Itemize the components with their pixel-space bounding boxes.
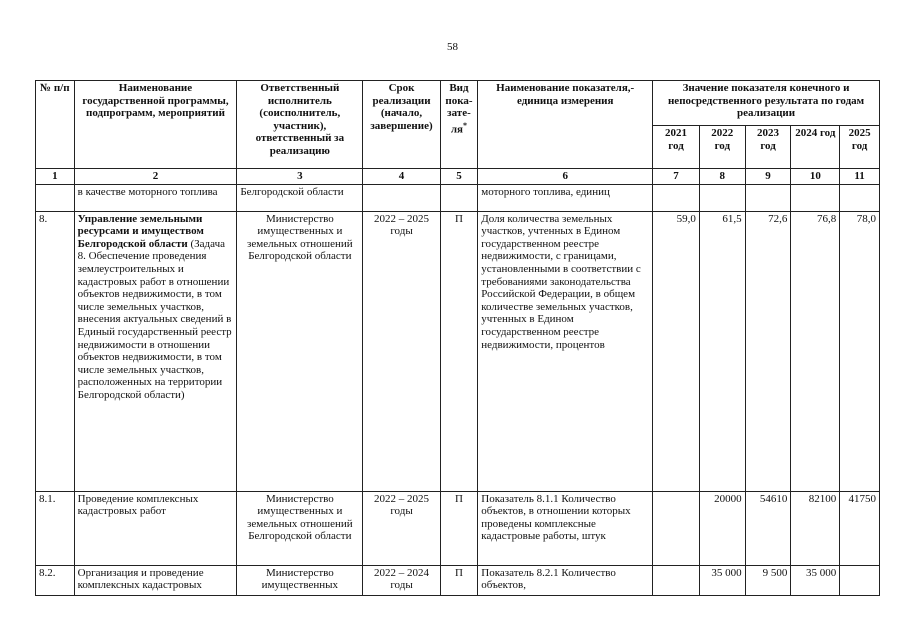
table-row	[36, 491, 880, 565]
col-number: 5	[440, 169, 478, 185]
header-year-2023: 2023 год	[745, 126, 791, 169]
row-value-2025: 78,0	[840, 211, 880, 491]
row-num: 8.1.	[36, 491, 75, 565]
row-name-bold: Управление земельными ресурсами и имуществом Белгородской области	[77, 212, 204, 250]
col-number: 11	[840, 169, 880, 185]
row-indicator: моторного топлива, единиц	[478, 184, 653, 211]
row-value-2022: 35 000	[699, 565, 745, 595]
row-value-2025	[840, 565, 880, 595]
row-name	[74, 211, 237, 491]
column-number-row	[36, 169, 880, 185]
row-value-2024	[791, 184, 840, 211]
header-year-2024: 2024 год	[791, 126, 840, 169]
table-row	[36, 184, 880, 211]
col-number: 2	[74, 169, 237, 185]
col-number: 7	[653, 169, 700, 185]
row-value-2022	[699, 184, 745, 211]
header-type	[440, 81, 478, 169]
row-value-2023	[745, 184, 791, 211]
row-value-2024: 35 000	[791, 565, 840, 595]
row-term	[363, 184, 440, 211]
page-number: 58	[447, 41, 458, 53]
row-name	[74, 491, 237, 565]
row-value-2022: 61,5	[699, 211, 745, 491]
col-number: 8	[699, 169, 745, 185]
row-type: П	[440, 211, 478, 491]
row-name-text: Проведение комплексных кадастровых работ	[77, 492, 199, 518]
row-type: П	[440, 565, 478, 595]
row-name-text: Организация и проведение комплексных кадастровых	[77, 566, 204, 592]
col-number: 1	[36, 169, 75, 185]
row-name-text: в качестве моторного топлива	[77, 185, 218, 198]
header-values-group: Значение показателя конечного и непосредственного результата по годам реализации	[653, 81, 880, 126]
row-indicator: Доля количества земельных участков, учтенных в Едином государственном реестре недвижимости, с границами, установленными в соответствии с требованиями законодательства Российской Федерации, в общем количестве земельных участков, учтенных в Едином государственном реестре недвижимости, процентов	[478, 211, 653, 491]
row-num: 8.2.	[36, 565, 75, 595]
header-executor: Ответственный исполнитель (соисполнитель, участник), ответственный за реализацию	[237, 81, 363, 169]
header-num: № п/п	[36, 81, 75, 169]
row-value-2021	[653, 184, 700, 211]
row-value-2023: 9 500	[745, 565, 791, 595]
row-term: 2022 – 2024 годы	[363, 565, 440, 595]
row-value-2025: 41750	[840, 491, 880, 565]
row-name	[74, 184, 237, 211]
row-value-2025	[840, 184, 880, 211]
col-number: 9	[745, 169, 791, 185]
table-row	[36, 565, 880, 595]
row-value-2021	[653, 491, 700, 565]
row-value-2022: 20000	[699, 491, 745, 565]
header-year-2025: 2025 год	[840, 126, 880, 169]
row-value-2023: 54610	[745, 491, 791, 565]
row-value-2021: 59,0	[653, 211, 700, 491]
row-value-2021	[653, 565, 700, 595]
row-indicator: Показатель 8.1.1 Количество объектов, в отношении которых проведены комплексные кадастровые работы, штук	[478, 491, 653, 565]
col-number: 4	[363, 169, 440, 185]
header-type-label: Вид пока-зате-ля	[445, 82, 473, 136]
row-term: 2022 – 2025 годы	[363, 211, 440, 491]
row-executor: Министерство имущественных и земельных отношений Белгородской области	[237, 211, 363, 491]
header-term: Срок реализации (начало, завершение)	[363, 81, 440, 169]
table-row	[36, 211, 880, 491]
row-executor: Белгородской области	[237, 184, 363, 211]
row-term: 2022 – 2025 годы	[363, 491, 440, 565]
row-indicator: Показатель 8.2.1 Количество объектов,	[478, 565, 653, 595]
header-year-2022: 2022 год	[699, 126, 745, 169]
col-number: 10	[791, 169, 840, 185]
header-year-2021: 2021 год	[653, 126, 700, 169]
row-name	[74, 565, 237, 595]
col-number: 3	[237, 169, 363, 185]
row-value-2024: 82100	[791, 491, 840, 565]
row-num: 8.	[36, 211, 75, 491]
row-name-text: (Задача 8. Обеспечение проведения землеустроительных и кадастровых работ в отношении объектов недвижимости, в том числе земельных участков, внесения актуальных сведений в Единый государственный реестр недвижимости в отношении объектов недвижимости, в том числе земельных участков, расположенных на территории Белгородской области)	[77, 237, 232, 401]
col-number: 6	[478, 169, 653, 185]
row-num	[36, 184, 75, 211]
row-type	[440, 184, 478, 211]
row-value-2023: 72,6	[745, 211, 791, 491]
row-value-2024: 76,8	[791, 211, 840, 491]
header-name: Наименование государственной программы, подпрограмм, мероприятий	[74, 81, 237, 169]
row-executor: Министерство имущественных и земельных отношений Белгородской области	[237, 491, 363, 565]
header-indicator: Наименование показателя,- единица измерения	[478, 81, 653, 169]
row-type: П	[440, 491, 478, 565]
header-type-mark: *	[463, 120, 468, 130]
program-table	[35, 80, 880, 596]
row-executor: Министерство имущественных	[237, 565, 363, 595]
